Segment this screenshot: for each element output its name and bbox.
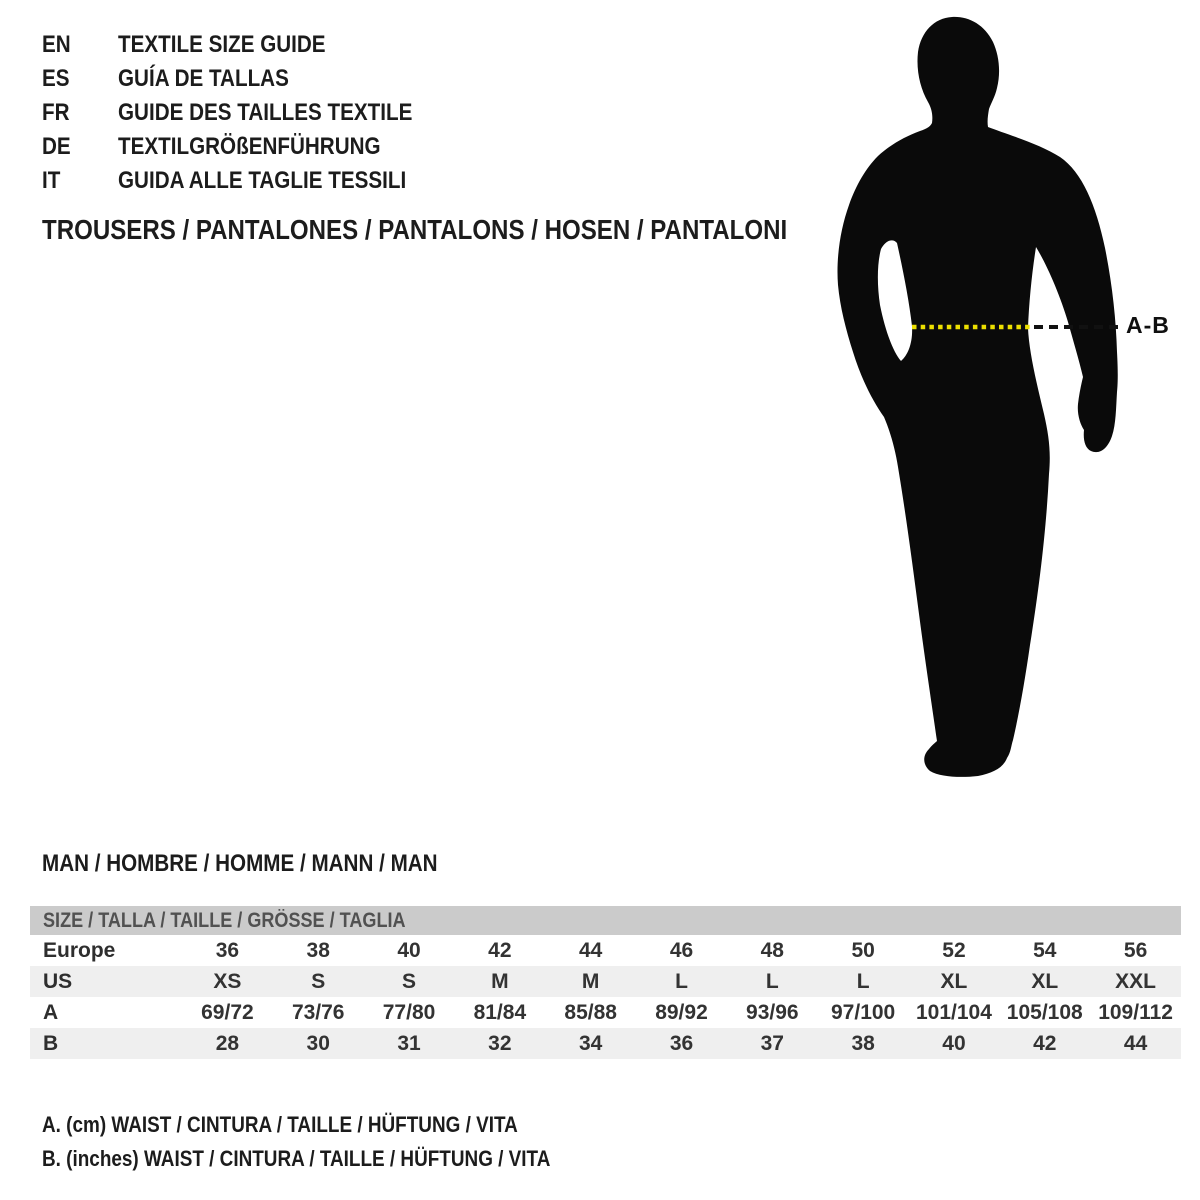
size-cell: 38 (306, 939, 330, 962)
note-a-cm (42, 1108, 633, 1142)
language-code: FR (42, 99, 70, 126)
size-cell: 109/112 (1098, 1001, 1173, 1024)
size-cell: 46 (669, 939, 694, 962)
size-cell: 38 (818, 1028, 909, 1059)
size-cell: 48 (760, 939, 784, 962)
size-table-header-text: SIZE / TALLA / TAILLE / GRÖSSE / TAGLIA (43, 909, 406, 932)
size-cell: 101/104 (915, 1001, 992, 1024)
size-cell: 44 (1090, 1028, 1181, 1059)
note-b-inches-text: B. (inches) WAIST / CINTURA / TAILLE / HÜFTUNG / VITA (42, 1146, 551, 1171)
size-cell: S (364, 966, 455, 997)
size-cell: XL (999, 966, 1090, 997)
size-cell: XL (909, 966, 1000, 997)
size-cell: 36 (636, 1028, 727, 1059)
language-title: TEXTILGRÖßENFÜHRUNG (118, 133, 381, 160)
size-cell: 30 (273, 1028, 364, 1059)
size-cell: L (727, 966, 818, 997)
size-table (30, 906, 1181, 1059)
size-cell: 81/84 (473, 1001, 527, 1024)
size-cell: L (818, 966, 909, 997)
size-cell: 89/92 (655, 1001, 708, 1024)
size-cell: 85/88 (564, 1001, 617, 1024)
size-row-label: B (30, 1028, 182, 1059)
size-cell: 93/96 (746, 1001, 799, 1024)
size-table-grid (30, 935, 1181, 1059)
size-table-header (30, 906, 1181, 935)
size-cell: 44 (578, 939, 603, 962)
size-cell: 105/108 (1006, 1001, 1083, 1024)
size-row-label: US (30, 966, 182, 997)
language-title: GUIDA ALLE TAGLIE TESSILI (118, 167, 407, 194)
measurement-notes (42, 1108, 633, 1176)
size-cell: 56 (1123, 939, 1148, 962)
language-code: ES (42, 65, 70, 92)
size-cell: S (273, 966, 364, 997)
size-row-label: Europe (43, 939, 116, 962)
section-title (42, 850, 502, 878)
measure-label-ab: A-B (1126, 312, 1170, 338)
size-cell: 42 (999, 1028, 1090, 1059)
size-cell: 73/76 (291, 1001, 345, 1024)
language-title: GUÍA DE TALLAS (118, 65, 289, 92)
size-cell: 37 (727, 1028, 818, 1059)
size-cell: 77/80 (382, 1001, 436, 1024)
size-cell: L (636, 966, 727, 997)
category-title-text: TROUSERS / PANTALONES / PANTALONS / HOSEN / PANTALONI (42, 214, 788, 245)
size-cell: 32 (454, 1028, 545, 1059)
language-code: DE (42, 133, 71, 160)
size-cell: 69/72 (201, 1001, 254, 1024)
size-cell: 50 (851, 939, 875, 962)
size-cell: 54 (1033, 939, 1057, 962)
size-cell: 97/100 (831, 1001, 896, 1024)
size-cell: M (545, 966, 636, 997)
size-cell: XS (182, 966, 273, 997)
language-title: TEXTILE SIZE GUIDE (118, 31, 326, 58)
language-code: EN (42, 31, 71, 58)
note-b-inches (42, 1142, 633, 1176)
language-code: IT (42, 167, 61, 194)
size-cell: M (454, 966, 545, 997)
note-a-cm-text: A. (cm) WAIST / CINTURA / TAILLE / HÜFTUNG / VITA (42, 1112, 518, 1137)
section-title-text: MAN / HOMBRE / HOMME / MANN / MAN (42, 850, 438, 877)
size-cell: XXL (1090, 966, 1181, 997)
size-cell: 28 (182, 1028, 273, 1059)
size-row-label: A (43, 1001, 59, 1024)
size-cell: 36 (215, 939, 240, 962)
man-silhouette-body (837, 17, 1117, 777)
language-title: GUIDE DES TAILLES TEXTILE (118, 99, 413, 126)
size-cell: 31 (364, 1028, 455, 1059)
size-cell: 40 (397, 939, 421, 962)
size-cell: 42 (488, 939, 512, 962)
size-cell: 52 (942, 939, 966, 962)
size-cell: 34 (545, 1028, 636, 1059)
size-cell: 40 (909, 1028, 1000, 1059)
